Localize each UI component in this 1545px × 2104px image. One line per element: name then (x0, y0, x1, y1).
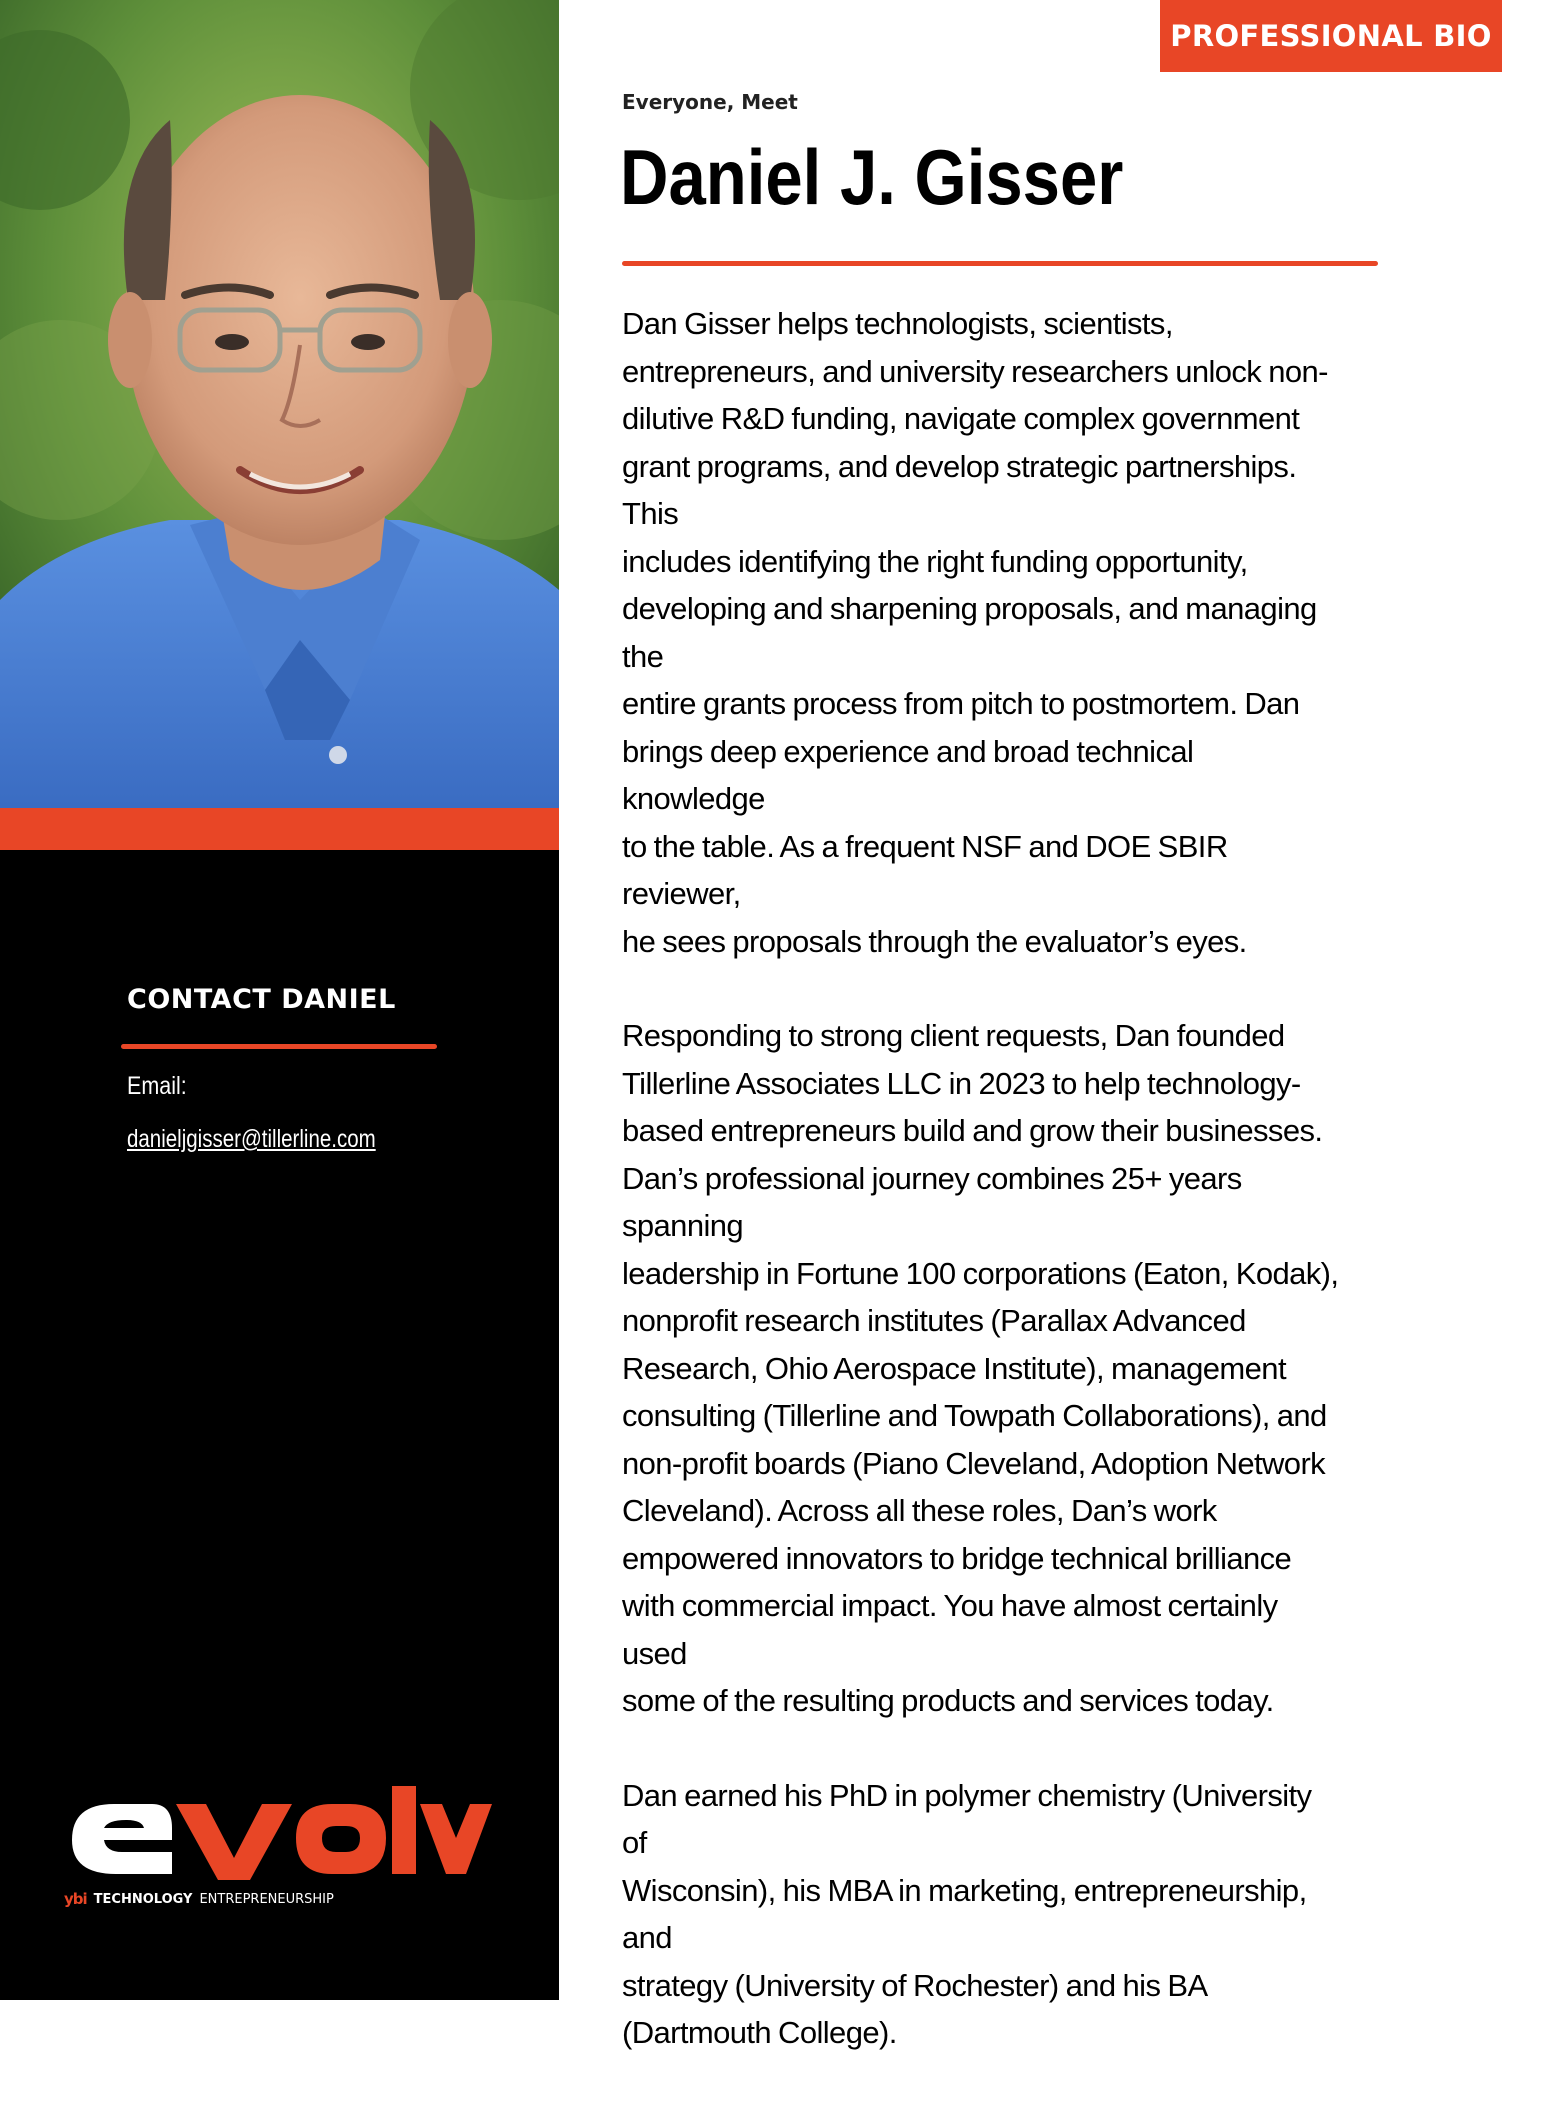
evolve-logo (64, 1782, 504, 1912)
tagline-entrepreneurship: ENTREPRENEURSHIP (199, 1891, 334, 1907)
tagline-technology: TECHNOLOGY (93, 1891, 193, 1907)
email-label: Email: (127, 1072, 187, 1100)
contact-divider (121, 1044, 437, 1049)
bio-body (622, 300, 1342, 2104)
evolve-wordmark (64, 1782, 504, 1882)
contact-heading: CONTACT DANIEL (127, 984, 396, 1015)
person-name: Daniel J. Gisser (620, 133, 1124, 221)
ybi-mark: ybi (64, 1890, 87, 1908)
name-divider (622, 261, 1378, 266)
professional-bio-badge: PROFESSIONAL BIO (1160, 0, 1502, 72)
email-link[interactable]: danieljgisser@tillerline.com (127, 1125, 376, 1153)
logo-tagline (64, 1890, 334, 1908)
bio-paragraph: Responding to strong client requests, Dan founded Tillerline Associates LLC in 2023 to help technology- based entrepreneurs build and grow their businesses. Dan’s professional journey combines 25+ years spanning leadership in Fortune 100 corporations (Eaton, Kodak), nonprofit research institutes (Parallax Advanced Research, Ohio Aerospace Institute), management consulting (Tillerline and Towpath Collaborations), and non-profit boards (Piano Cleveland, Adoption Network Cleveland). Across all these roles, Dan’s work empowered innovators to bridge technical brilliance with commercial impact. You have almost certainly used some of the resulting products and services today. (622, 1018, 1339, 1718)
accent-band (0, 808, 559, 850)
headshot-photo (0, 0, 559, 808)
eyebrow-text: Everyone, Meet (622, 90, 798, 114)
bio-paragraph: Dan Gisser helps technologists, scientists, entrepreneurs, and university researchers unlock non- dilutive R&D funding, navigate complex government grant programs, and develop strategic partnerships. This includes identifying the right funding opportunity, developing and sharpening proposals, and managing the entire grants process from pitch to postmortem. Dan brings deep experience and broad technical knowledge to the table. As a frequent NSF and DOE SBIR reviewer, he sees proposals through the evaluator’s eyes. (622, 306, 1328, 959)
bio-paragraph: Dan earned his PhD in polymer chemistry (University of Wisconsin), his MBA in marketing, entrepreneurship, and strategy (University of Rochester) and his BA (Dartmouth College). (622, 1777, 1312, 2050)
left-panel (0, 0, 559, 2000)
